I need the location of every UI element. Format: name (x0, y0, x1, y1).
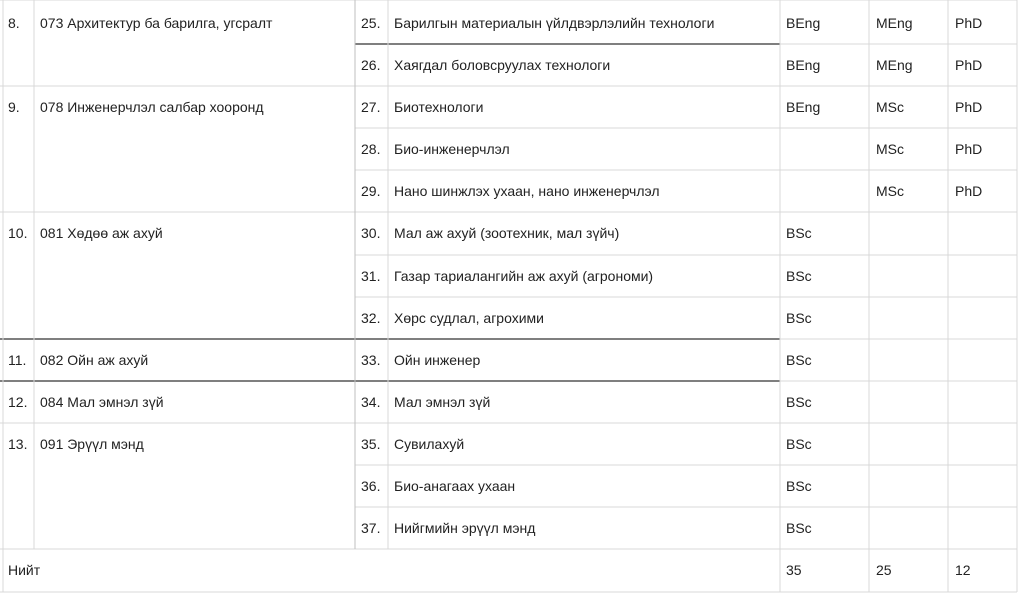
doctor-degree: PhD (955, 57, 983, 73)
bachelor-degree: BSc (786, 352, 812, 368)
program-name: Биотехнологи (394, 99, 484, 115)
group-field-name: 081 Хөдөө аж ахуй (40, 225, 163, 241)
program-name: Био-инженерчлэл (394, 141, 510, 157)
program-number: 29. (361, 183, 381, 199)
bachelor-degree: BSc (786, 394, 812, 410)
total-label: Нийт (8, 562, 41, 578)
group-field-name: 091 Эрүүл мэнд (40, 436, 144, 452)
program-number: 27. (361, 99, 381, 115)
program-number: 35. (361, 436, 381, 452)
master-degree: MSc (876, 99, 904, 115)
program-number: 37. (361, 520, 381, 536)
group-number: 11. (8, 352, 27, 368)
bachelor-degree: BSc (786, 268, 812, 284)
group-number: 10. (8, 225, 28, 241)
doctor-degree: PhD (955, 183, 983, 199)
bachelor-degree: BSc (786, 436, 812, 452)
program-name: Био-анагаах ухаан (394, 478, 516, 494)
program-name: Хаягдал боловсруулах технологи (394, 57, 611, 73)
program-number: 36. (361, 478, 381, 494)
bachelor-degree: BSc (786, 310, 812, 326)
program-name: Хөрс судлал, агрохими (394, 310, 544, 326)
program-name: Нано шинжлэх ухаан, нано инженерчлэл (394, 183, 660, 199)
group-field-name: 073 Архитектур ба барилга, угсралт (40, 15, 273, 31)
master-degree: MEng (876, 15, 913, 31)
program-number: 34. (361, 394, 381, 410)
program-number: 32. (361, 310, 381, 326)
doctor-degree: PhD (955, 141, 983, 157)
bachelor-degree: BEng (786, 15, 821, 31)
group-field-name: 078 Инженерчлэл салбар хооронд (40, 99, 264, 115)
program-number: 26. (361, 57, 381, 73)
bachelor-degree: BSc (786, 520, 812, 536)
master-degree: MEng (876, 57, 913, 73)
group-number: 8. (8, 15, 20, 31)
program-number: 25. (361, 15, 381, 31)
master-degree: MSc (876, 183, 904, 199)
bachelor-degree: BSc (786, 225, 812, 241)
bachelor-degree: BEng (786, 57, 821, 73)
program-name: Мал эмнэл зүй (394, 394, 491, 410)
program-name: Мал аж ахуй (зоотехник, мал зүйч) (394, 225, 620, 241)
total-bachelor: 35 (786, 562, 802, 578)
doctor-degree: PhD (955, 99, 983, 115)
group-number: 12. (8, 394, 28, 410)
program-number: 33. (361, 352, 381, 368)
group-field-name: 082 Ойн аж ахуй (40, 352, 149, 368)
program-name: Газар тариалангийн аж ахуй (агрономи) (394, 268, 654, 284)
program-name: Ойн инженер (394, 352, 481, 368)
program-number: 30. (361, 225, 381, 241)
program-name: Сувилахуй (394, 436, 465, 452)
bachelor-degree: BSc (786, 478, 812, 494)
total-doctor: 12 (955, 562, 971, 578)
group-number: 13. (8, 436, 28, 452)
program-number: 31. (361, 268, 381, 284)
program-name: Нийгмийн эрүүл мэнд (394, 520, 536, 536)
group-field-name: 084 Мал эмнэл зүй (40, 394, 164, 410)
program-name: Барилгын материалын үйлдвэрлэлийн технологи (394, 15, 715, 31)
program-number: 28. (361, 141, 381, 157)
group-number: 9. (8, 99, 20, 115)
master-degree: MSc (876, 141, 904, 157)
bachelor-degree: BEng (786, 99, 821, 115)
total-master: 25 (876, 562, 892, 578)
doctor-degree: PhD (955, 15, 983, 31)
